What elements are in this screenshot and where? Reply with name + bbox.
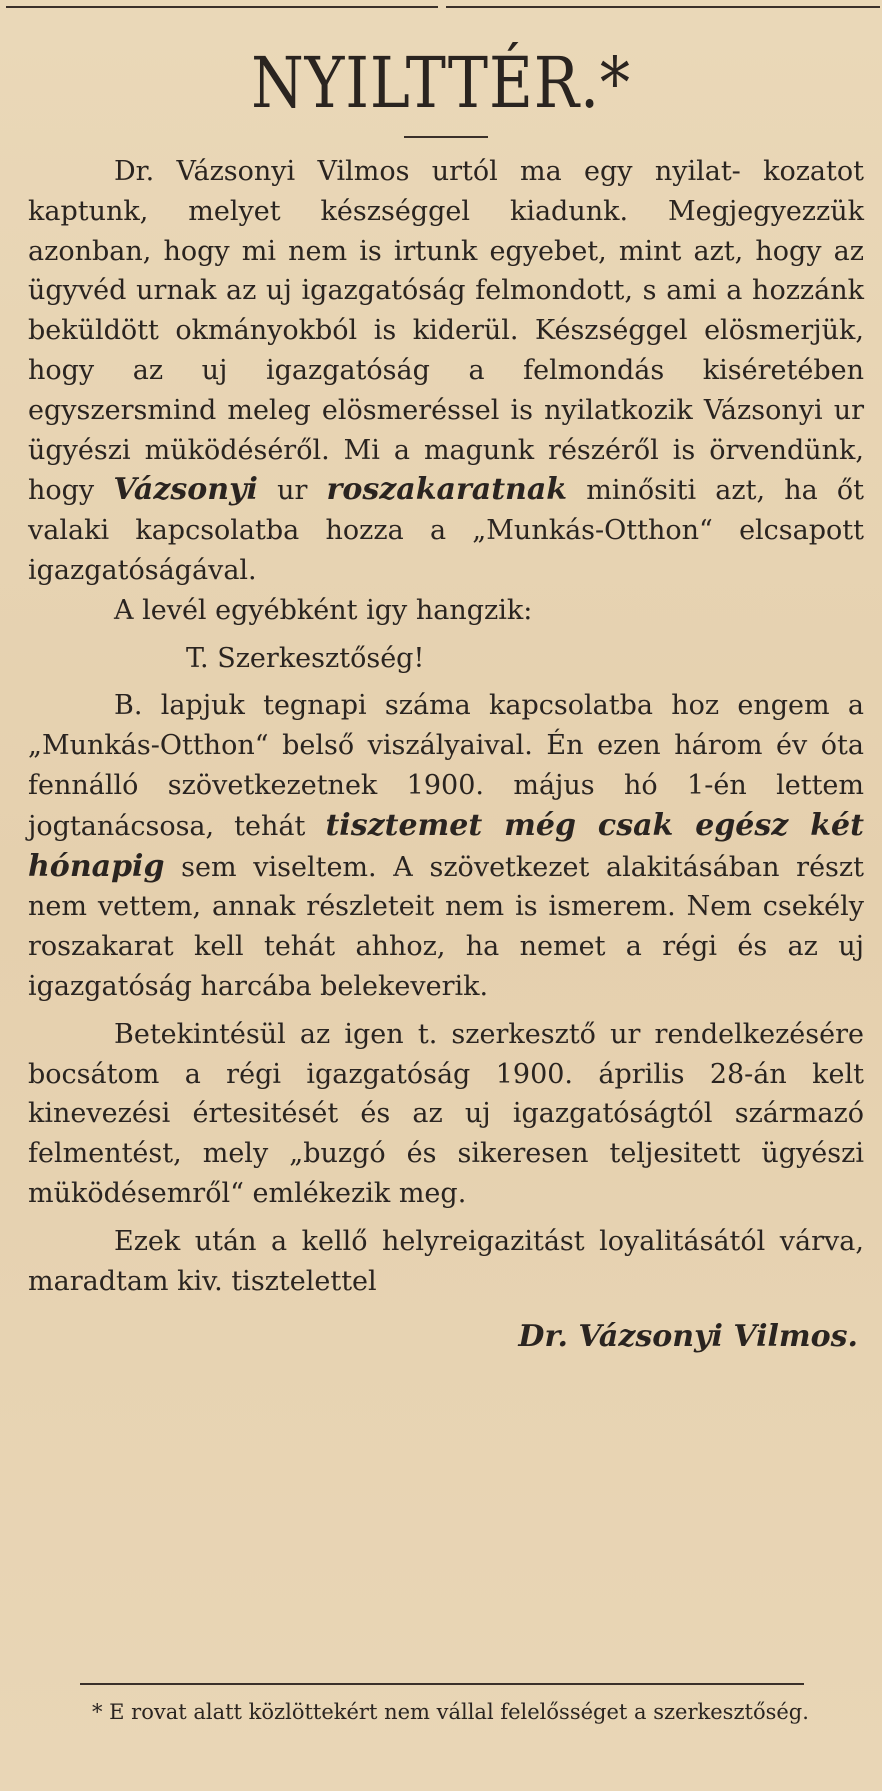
emphasis-name: Vázsonyi bbox=[113, 472, 258, 508]
emphasis-roszakaratnak: roszakaratnak bbox=[326, 472, 568, 508]
paragraph-gap-2 bbox=[28, 1214, 864, 1222]
letter-intro-line: A levél egyébként igy hangzik: bbox=[114, 594, 533, 626]
intro-paragraph bbox=[28, 152, 864, 591]
letter-paragraph-3: Ezek után a kellő helyreigazitást loyalitásától várva, maradtam kiv. tisztelettel bbox=[28, 1225, 864, 1297]
paragraph-gap bbox=[28, 1007, 864, 1015]
top-rule-right bbox=[446, 6, 880, 8]
letter-paragraph-2: Betekintésül az igen t. szerkesztő ur rendelkezésére bocsátom a régi igazgatóság 1900. április 28-án kelt kinevezési értesitését és az uj igazgatóságtól származó felmentést, mely „buzgó és sikeresen teljesitett ügyészi müködésemről“ emlékezik meg. bbox=[28, 1018, 864, 1209]
signature: Dr. Vázsonyi Vilmos. bbox=[518, 1319, 858, 1355]
intro-lead-text: Dr. Vázsonyi Vilmos urtól ma egy nyilat- bbox=[114, 156, 741, 187]
footnote: * E rovat alatt közlöttekért nem vállal felelősséget a szerkesztőség. bbox=[92, 1700, 809, 1724]
intro-mid-text: ur bbox=[277, 475, 308, 507]
top-rule-left bbox=[6, 6, 438, 8]
section-title: NYILTTÉR.* bbox=[251, 42, 631, 124]
footnote-rule bbox=[80, 1683, 804, 1685]
intro-text: kozatot kaptunk, melyet készséggel kiadunk. Megjegyezzük azonban, hogy mi nem is irtunk egyebet, mint azt, hogy az ügyvéd urnak az uj igazgatóság felmondott, s ami a hozzánk beküldött okmányokból is kiderül. Készséggel elösmerjük, hogy az uj igazgatóság a felmondás kiséretében egyszersmind meleg elösmeréssel is nyilatkozik Vázsonyi ur ügyészi müködéséről. Mi a magunk részéről is örvendünk, hogy bbox=[28, 156, 864, 507]
letter-p1-end: sem viseltem. A szövetkezet alakitásában részt nem vettem, annak részleteit nem is ismerem. Nem csekély roszakarat kell tehát ahhoz, ha nemet a régi és az uj igazgatóság harcába belekeverik. bbox=[28, 851, 864, 1002]
intro-end-text: minősiti azt, ha őt valaki kapcsolatba hozza a „Munkás-Otthon“ elcsapott igazgatóságával. bbox=[28, 475, 864, 586]
letter-salutation: T. Szerkesztőség! bbox=[186, 642, 425, 674]
article-body bbox=[28, 152, 864, 1361]
letter-p1-emphasis: tisztemet még csak egész két hónapig bbox=[28, 807, 864, 884]
letter-p1-start: B. lapjuk tegnapi száma kapcsolatba hoz engem a „Munkás-Otthon“ belső viszályaival. Én ezen három év óta fennálló szövetkezetnek 1900. május hó 1-én lettem jogtanácsosa, tehát bbox=[28, 690, 864, 842]
title-rule bbox=[404, 136, 488, 138]
letter-paragraph-1 bbox=[28, 686, 864, 1006]
